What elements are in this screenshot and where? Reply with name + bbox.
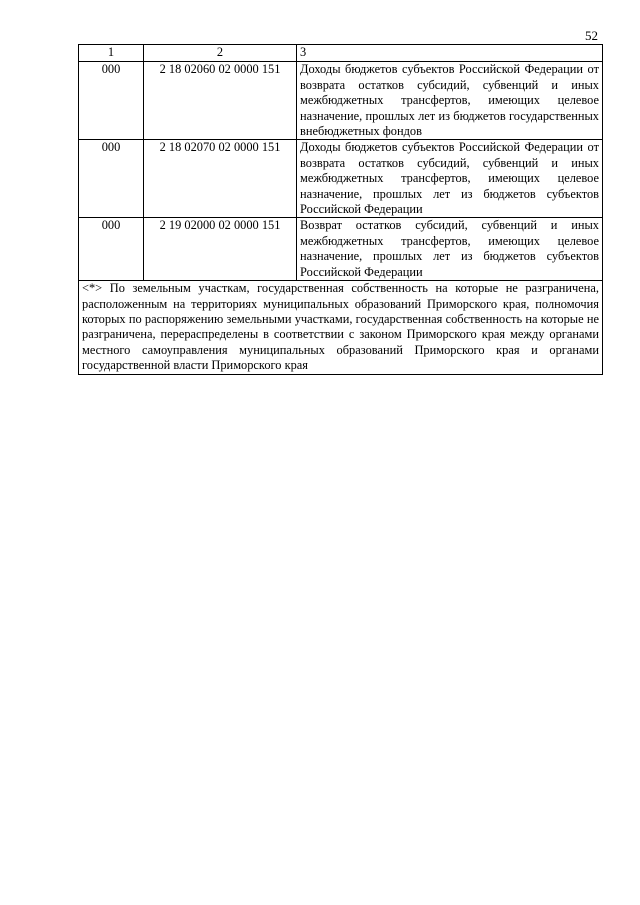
table-row: [79, 62, 603, 140]
kbk-code-cell: 2 18 02060 02 0000 151: [144, 62, 297, 140]
column-header-3: 3: [297, 45, 603, 62]
description-cell: Возврат остатков субсидий, субвенций и иных межбюджетных трансфертов, имеющих целевое назначение, прошлых лет из бюджетов субъектов Российской Федерации: [297, 218, 603, 281]
footnote-text: <*> По земельным участкам, государственная собственность на которые не разграничена, расположенным на территориях муниципальных образований Приморского края, полномочия которых по распоряжению земельными участками, государственная собственность на которые не разграничена, перераспределены в соответствии с законом Приморского края между органами местного самоуправления муниципальных образований Приморского края и органами государственной власти Приморского края: [79, 281, 603, 374]
admin-code-cell: 000: [79, 140, 144, 218]
description-cell: Доходы бюджетов субъектов Российской Федерации от возврата остатков субсидий, субвенций и иных межбюджетных трансфертов, имеющих целевое назначение, прошлых лет из бюджетов субъектов Российской Федерации: [297, 140, 603, 218]
footnote-row: [79, 281, 603, 374]
admin-code-cell: 000: [79, 62, 144, 140]
description-cell: Доходы бюджетов субъектов Российской Федерации от возврата остатков субсидий, субвенций и иных межбюджетных трансфертов, имеющих целевое назначение, прошлых лет из бюджетов государственных внебюджетных фондов: [297, 62, 603, 140]
admin-code-cell: 000: [79, 218, 144, 281]
column-header-2: 2: [144, 45, 297, 62]
budget-revenue-table: [78, 44, 603, 375]
kbk-code-cell: 2 19 02000 02 0000 151: [144, 218, 297, 281]
table-header-row: [79, 45, 603, 62]
table-row: [79, 140, 603, 218]
table-row: [79, 218, 603, 281]
column-header-1: 1: [79, 45, 144, 62]
page-number: 52: [585, 28, 598, 43]
kbk-code-cell: 2 18 02070 02 0000 151: [144, 140, 297, 218]
